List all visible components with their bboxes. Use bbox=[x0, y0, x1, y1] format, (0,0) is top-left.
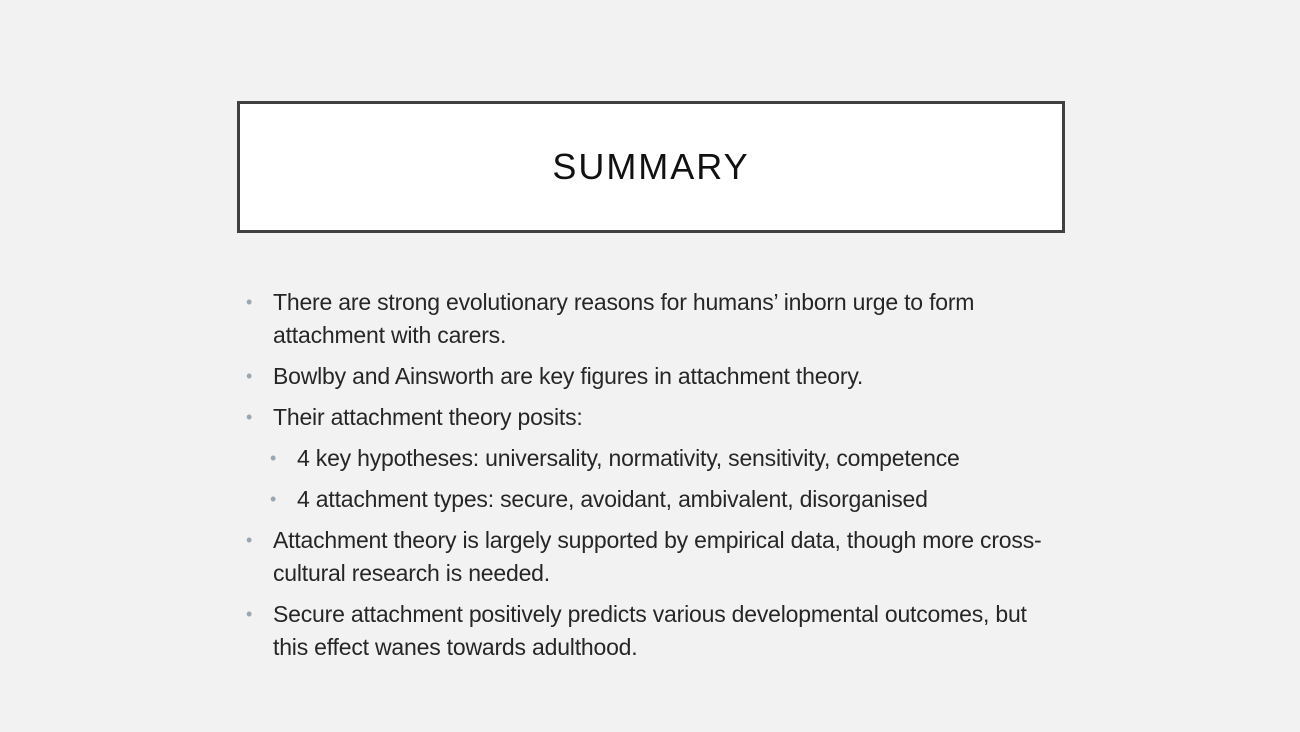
sub-bullet-attachment-types: • 4 attachment types: secure, avoidant, ambivalent, disorganised bbox=[270, 483, 1066, 516]
bullet-item-theory-posits: • Their attachment theory posits: bbox=[246, 401, 1066, 434]
bullet-item-evolutionary-reasons: • There are strong evolutionary reasons for humans’ inborn urge to form attachment with carers. bbox=[246, 286, 1066, 352]
bullet-item-secure-attachment-outcomes: • Secure attachment positively predicts various developmental outcomes, but this effect wanes towards adulthood. bbox=[246, 598, 1066, 664]
slide-title: SUMMARY bbox=[552, 146, 750, 187]
content-area bbox=[246, 286, 1066, 672]
bullet-item-key-figures: • Bowlby and Ainsworth are key figures in attachment theory. bbox=[246, 360, 1066, 393]
bullet-item-empirical-support: • Attachment theory is largely supported by empirical data, though more cross-cultural research is needed. bbox=[246, 524, 1066, 590]
bullet-list bbox=[246, 286, 1066, 664]
sub-bullet-key-hypotheses: • 4 key hypotheses: universality, normativity, sensitivity, competence bbox=[270, 442, 1066, 475]
title-box bbox=[237, 101, 1065, 233]
